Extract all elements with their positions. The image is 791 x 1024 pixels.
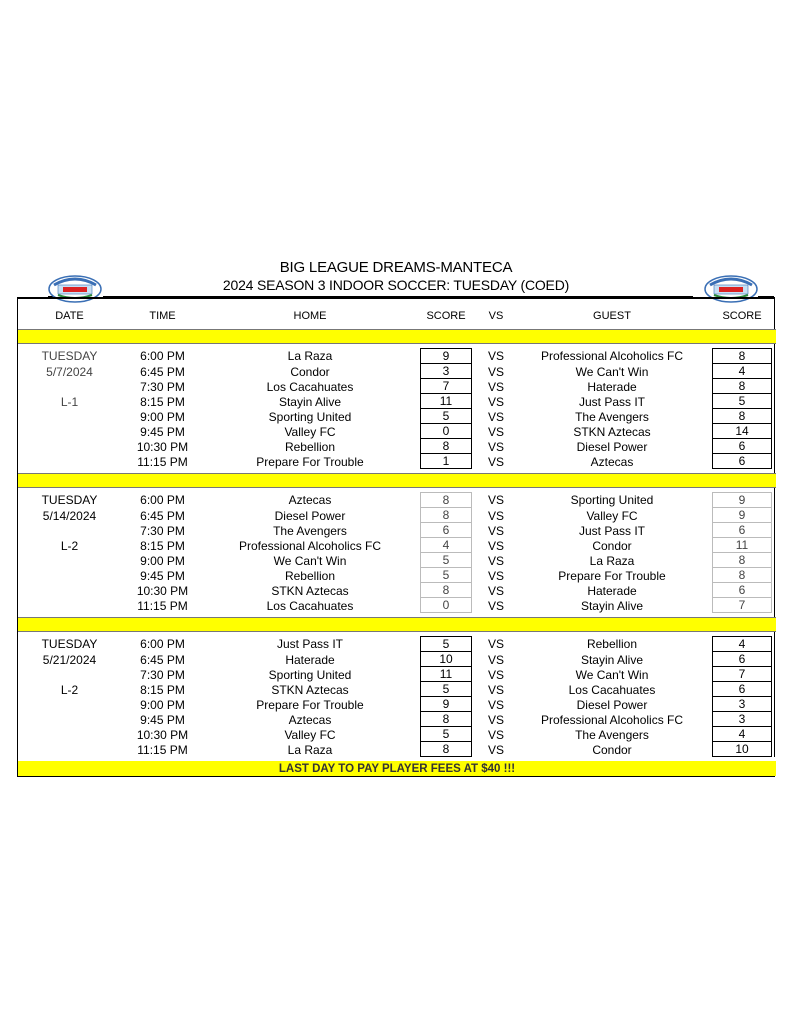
game-time: 8:15 PM [140,394,185,409]
guest-score-cell [708,394,776,409]
vs-label: VS [487,637,504,651]
guest-team: Aztecas [590,454,634,469]
home-score: 4 [420,538,472,553]
week-info [18,424,121,439]
home-team: Valley FC [284,727,336,742]
guest-score: 9 [712,508,772,523]
week-info [18,454,121,469]
week-info [18,727,121,742]
guest-team: Haterade [587,379,637,394]
game-row [18,523,776,538]
home-score-cell [416,364,476,379]
vs-label: VS [487,568,504,583]
guest-team: Professional Alcoholics FC [540,712,684,727]
game-row [18,424,776,439]
home-team: Los Cacahuates [266,598,354,613]
guest-score-cell [708,598,776,613]
col-home: HOME [293,310,327,322]
guest-team: Prepare For Trouble [558,568,666,583]
game-row [18,697,776,712]
guest-team: Diesel Power [576,697,648,712]
home-score: 9 [420,348,472,364]
vs-label: VS [487,394,504,409]
home-score: 5 [420,409,472,424]
guest-team: Professional Alcoholics FC [540,349,684,363]
week-info: TUESDAY [41,637,98,651]
home-team: Prepare For Trouble [256,454,364,469]
guest-team: La Raza [589,553,635,568]
game-row [18,553,776,568]
home-score: 10 [420,652,472,667]
home-score: 1 [420,454,472,469]
vs-label: VS [487,712,504,727]
game-time: 9:45 PM [140,568,185,583]
guest-team: Just Pass IT [578,394,646,409]
home-team: Haterade [285,652,335,667]
col-time: TIME [149,310,176,322]
guest-score: 6 [712,454,772,469]
vs-label: VS [487,508,504,523]
home-score-cell [416,742,476,757]
game-row [18,682,776,697]
guest-score-cell [708,538,776,553]
game-row [18,727,776,742]
home-score: 5 [420,682,472,697]
week-info: 5/21/2024 [42,652,97,667]
home-team: Rebellion [284,568,336,583]
home-score: 8 [420,742,472,757]
home-score: 0 [420,424,472,439]
game-time: 8:15 PM [140,538,185,553]
guest-score: 8 [712,348,772,364]
game-row [18,538,776,553]
vs-label: VS [487,439,504,454]
guest-score-cell [708,636,776,652]
game-row [18,667,776,682]
guest-score: 8 [712,568,772,583]
week-info [18,523,121,538]
home-team: Sporting United [268,667,352,682]
home-team: Just Pass IT [276,637,344,651]
home-score: 0 [420,598,472,613]
game-row [18,636,776,652]
home-team: STKN Aztecas [271,682,349,697]
guest-team: The Avengers [575,727,649,742]
game-time: 7:30 PM [140,667,185,682]
game-row [18,598,776,613]
guest-score-cell [708,568,776,583]
guest-score-cell [708,424,776,439]
home-score: 11 [420,394,472,409]
col-vs: VS [488,310,504,322]
home-team: We Can't Win [273,553,347,568]
game-time: 10:30 PM [136,727,189,742]
vs-label: VS [487,379,504,394]
col-home-score: SCORE [426,310,466,322]
guest-score: 6 [712,583,772,598]
guest-team: Haterade [587,583,637,598]
guest-team: Sporting United [570,493,654,507]
guest-score: 9 [712,492,772,508]
guest-team: We Can't Win [575,364,649,379]
vs-label: VS [487,454,504,469]
game-time: 6:45 PM [140,652,185,667]
vs-label: VS [487,697,504,712]
guest-score-cell [708,553,776,568]
col-guest: GUEST [593,310,631,322]
week-info: L-1 [60,394,79,409]
game-time: 11:15 PM [137,454,188,469]
week-info: L-2 [60,682,79,697]
home-score-cell [416,394,476,409]
game-time: 6:45 PM [140,508,185,523]
week-info: 5/14/2024 [42,508,97,523]
guest-score: 8 [712,379,772,394]
home-score: 8 [420,583,472,598]
vs-label: VS [487,742,504,757]
vs-label: VS [487,598,504,613]
guest-score-cell [708,409,776,424]
guest-team: Condor [592,742,632,757]
home-score: 8 [420,508,472,523]
home-score: 8 [420,492,472,508]
vs-label: VS [487,583,504,598]
guest-score: 6 [712,652,772,667]
week-info [18,379,121,394]
schedule-header [18,255,774,303]
game-time: 6:00 PM [140,637,185,651]
game-row [18,652,776,667]
home-score-cell [416,523,476,538]
guest-score-cell [708,379,776,394]
guest-score: 8 [712,409,772,424]
page-subtitle: 2024 SEASON 3 INDOOR SOCCER: TUESDAY (COED) [222,277,570,293]
home-score-cell [416,667,476,682]
home-score-cell [416,454,476,469]
week-info [18,598,121,613]
home-score-cell [416,697,476,712]
home-team: Prepare For Trouble [256,697,364,712]
home-team: STKN Aztecas [271,583,349,598]
game-row [18,348,776,364]
game-time: 6:00 PM [140,349,185,363]
game-row [18,508,776,523]
fee-notice: LAST DAY TO PAY PLAYER FEES AT $40 !!! [18,761,776,776]
guest-score-cell [708,439,776,454]
vs-label: VS [487,553,504,568]
home-score: 5 [420,636,472,652]
guest-score: 5 [712,394,772,409]
home-team: La Raza [287,742,333,757]
home-score-cell [416,727,476,742]
guest-score-cell [708,712,776,727]
guest-team: STKN Aztecas [573,424,651,439]
week-info: L-2 [60,538,79,553]
vs-label: VS [487,523,504,538]
schedule-table [17,297,775,777]
guest-score-cell [708,508,776,523]
home-score: 5 [420,568,472,583]
vs-label: VS [487,364,504,379]
vs-label: VS [487,349,504,363]
home-score-cell [416,568,476,583]
home-team: Professional Alcoholics FC [238,538,382,553]
game-time: 6:00 PM [140,493,185,507]
guest-team: We Can't Win [575,667,649,682]
vs-label: VS [487,727,504,742]
vs-label: VS [487,424,504,439]
game-row [18,492,776,508]
guest-score: 7 [712,667,772,682]
game-time: 6:45 PM [140,364,185,379]
guest-score-cell [708,682,776,697]
guest-score: 8 [712,553,772,568]
game-time: 9:00 PM [140,697,185,712]
guest-score-cell [708,727,776,742]
vs-label: VS [487,667,504,682]
home-score-cell [416,598,476,613]
home-score: 5 [420,727,472,742]
guest-score: 4 [712,364,772,379]
guest-team: Condor [592,538,632,553]
week-info [18,667,121,682]
vs-label: VS [487,652,504,667]
column-header-row [18,299,776,330]
guest-score-cell [708,348,776,364]
home-score: 5 [420,553,472,568]
game-row [18,583,776,598]
game-time: 7:30 PM [140,523,185,538]
game-row [18,409,776,424]
home-score: 8 [420,712,472,727]
game-row [18,712,776,727]
guest-score: 14 [712,424,772,439]
week-info [18,712,121,727]
home-score: 7 [420,379,472,394]
home-team: Diesel Power [274,508,346,523]
home-team: Sporting United [268,409,352,424]
game-row [18,379,776,394]
home-team: Aztecas [288,712,332,727]
game-time: 7:30 PM [140,379,185,394]
guest-score-cell [708,697,776,712]
page-title: BIG LEAGUE DREAMS-MANTECA [279,259,513,276]
home-score-cell [416,583,476,598]
game-time: 9:00 PM [140,409,185,424]
guest-score-cell [708,454,776,469]
game-time: 10:30 PM [136,583,189,598]
vs-label: VS [487,493,504,507]
home-team: Rebellion [284,439,336,454]
home-score-cell [416,492,476,508]
game-row [18,364,776,379]
week-info [18,568,121,583]
home-score-cell [416,409,476,424]
game-time: 9:45 PM [140,424,185,439]
week-info [18,439,121,454]
guest-score-cell [708,523,776,538]
guest-score: 6 [712,682,772,697]
week-info [18,742,121,757]
guest-score-cell [708,364,776,379]
week-info [18,583,121,598]
home-score-cell [416,379,476,394]
guest-team: Diesel Power [576,439,648,454]
guest-team: Stayin Alive [580,652,644,667]
home-team: La Raza [287,349,333,363]
guest-team: Los Cacahuates [568,682,656,697]
home-score: 3 [420,364,472,379]
week-info: 5/7/2024 [46,364,93,379]
guest-score: 7 [712,598,772,613]
home-team: Stayin Alive [278,394,342,409]
home-score-cell [416,538,476,553]
home-score-cell [416,652,476,667]
vs-label: VS [487,682,504,697]
week-info [18,409,121,424]
game-row [18,454,776,469]
guest-score-cell [708,652,776,667]
guest-score-cell [708,583,776,598]
week-info [18,697,121,712]
home-team: Valley FC [284,424,336,439]
vs-label: VS [487,538,504,553]
game-time: 9:45 PM [140,712,185,727]
home-team: Condor [290,364,330,379]
game-time: 8:15 PM [140,682,185,697]
guest-score: 3 [712,712,772,727]
guest-score: 4 [712,727,772,742]
game-time: 11:15 PM [137,598,188,613]
guest-team: Just Pass IT [578,523,646,538]
week-separator [18,474,776,488]
week-info: TUESDAY [41,349,98,363]
home-score: 11 [420,667,472,682]
home-team: The Avengers [273,523,347,538]
guest-score-cell [708,742,776,757]
home-score: 6 [420,523,472,538]
guest-score: 6 [712,523,772,538]
week-info: TUESDAY [41,493,98,507]
game-row [18,742,776,757]
guest-score: 3 [712,697,772,712]
game-row [18,394,776,409]
week-info [18,553,121,568]
fee-notice-row [18,761,776,776]
home-score-cell [416,424,476,439]
guest-score-cell [708,667,776,682]
game-time: 10:30 PM [136,439,189,454]
home-score-cell [416,682,476,697]
guest-score: 4 [712,636,772,652]
home-team: Los Cacahuates [266,379,354,394]
home-score-cell [416,636,476,652]
home-score-cell [416,348,476,364]
game-row [18,568,776,583]
game-row [18,439,776,454]
vs-label: VS [487,409,504,424]
guest-score: 11 [712,538,772,553]
guest-team: Rebellion [586,637,638,651]
home-score-cell [416,439,476,454]
home-score-cell [416,508,476,523]
guest-team: Stayin Alive [580,598,644,613]
game-time: 11:15 PM [137,742,188,757]
home-score-cell [416,712,476,727]
home-score: 8 [420,439,472,454]
home-team: Aztecas [288,493,332,507]
guest-team: The Avengers [575,409,649,424]
game-time: 9:00 PM [140,553,185,568]
home-score: 9 [420,697,472,712]
week-separator [18,330,776,344]
guest-score: 10 [712,742,772,757]
guest-team: Valley FC [586,508,638,523]
col-date: DATE [55,310,84,322]
week-separator [18,618,776,632]
guest-score-cell [708,492,776,508]
guest-score: 6 [712,439,772,454]
home-score-cell [416,553,476,568]
col-guest-score: SCORE [722,310,762,322]
